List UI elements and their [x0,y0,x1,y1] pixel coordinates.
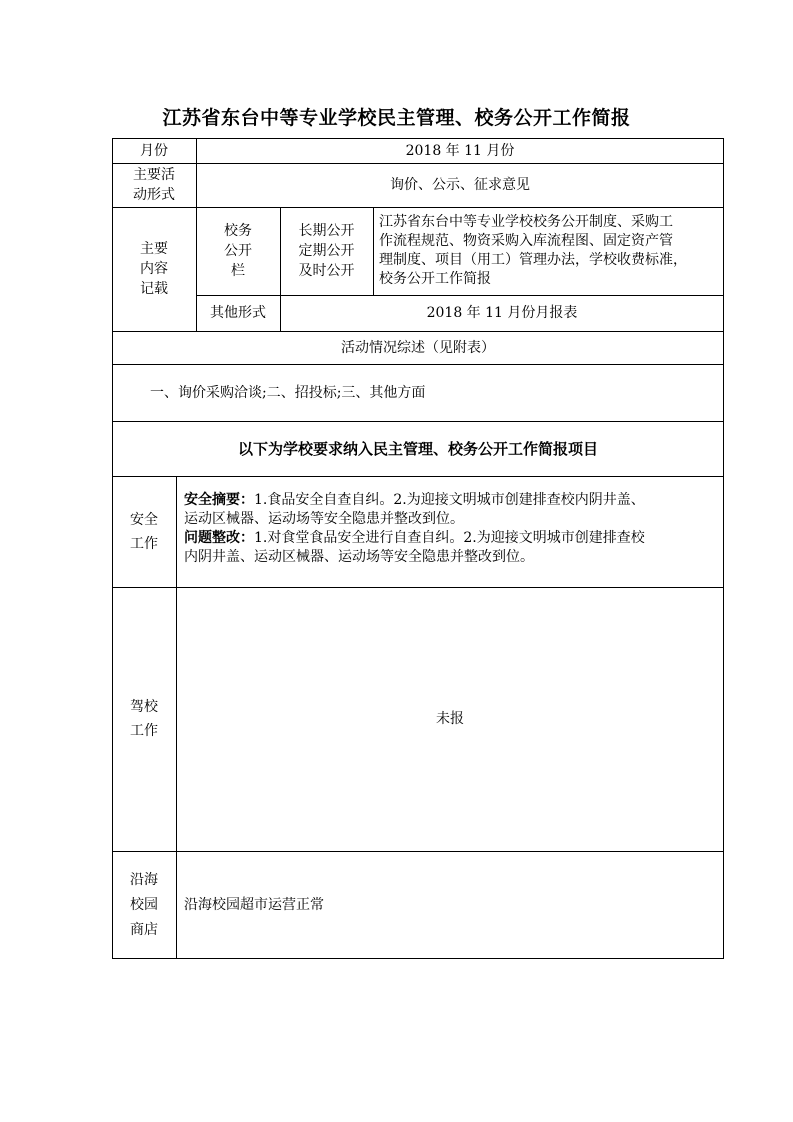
main-content-label: 主要 内容 记载 [140,241,168,297]
activity-summary-heading: 活动情况综述（见附表） [341,339,495,356]
board-label: 校务 公开 栏 [224,223,252,279]
board-content: 江苏省东台中等专业学校校务公开制度、采购工 作流程规范、物资采购入库流程图、固定资产管 理制度、项目（用工）管理办法，学校收费标准， 校务公开工作简报 [379,214,687,287]
other-form-value: 2018 年 11 月份月报表 [426,305,578,321]
activity-form-label: 主要活 动形式 [133,167,175,203]
safety-summary-label: 安全摘要： [184,492,254,508]
other-form-label: 其他形式 [210,305,266,321]
safety-content: 安全摘要：1.食品安全自查自纠。2.为迎接文明城市创建排查校内阴井盖、 运动区械器、运动场等安全隐患并整改到位。 问题整改：1.对食堂食品安全进行自查自纠。2.为迎接文明城市创建排查校 内阴井盖、运动区械器、运动场等安全隐患并整改到位。 [184,492,645,565]
safety-rectify-label: 问题整改： [184,530,254,546]
activity-summary-items: 一、询价采购洽谈;二、招投标;三、其他方面 [150,384,426,401]
month-value: 2018 年 11 月份 [405,142,515,159]
activity-form-value: 询价、公示、征求意见 [390,177,530,193]
publish-type: 长期公开 定期公开 及时公开 [298,223,355,279]
driving-school-label: 驾校 工作 [130,699,158,739]
required-items-heading: 以下为学校要求纳入民主管理、校务公开工作简报项目 [237,439,598,458]
safety-label: 安全 工作 [130,511,158,552]
month-label: 月份 [140,142,168,159]
driving-school-value: 未报 [436,711,464,727]
coastal-store-value: 沿海校园超市运营正常 [184,897,324,913]
coastal-store-label: 沿海 校园 商店 [130,871,158,938]
page-title: 江苏省东台中等专业学校民主管理、校务公开工作简报 [162,107,631,129]
